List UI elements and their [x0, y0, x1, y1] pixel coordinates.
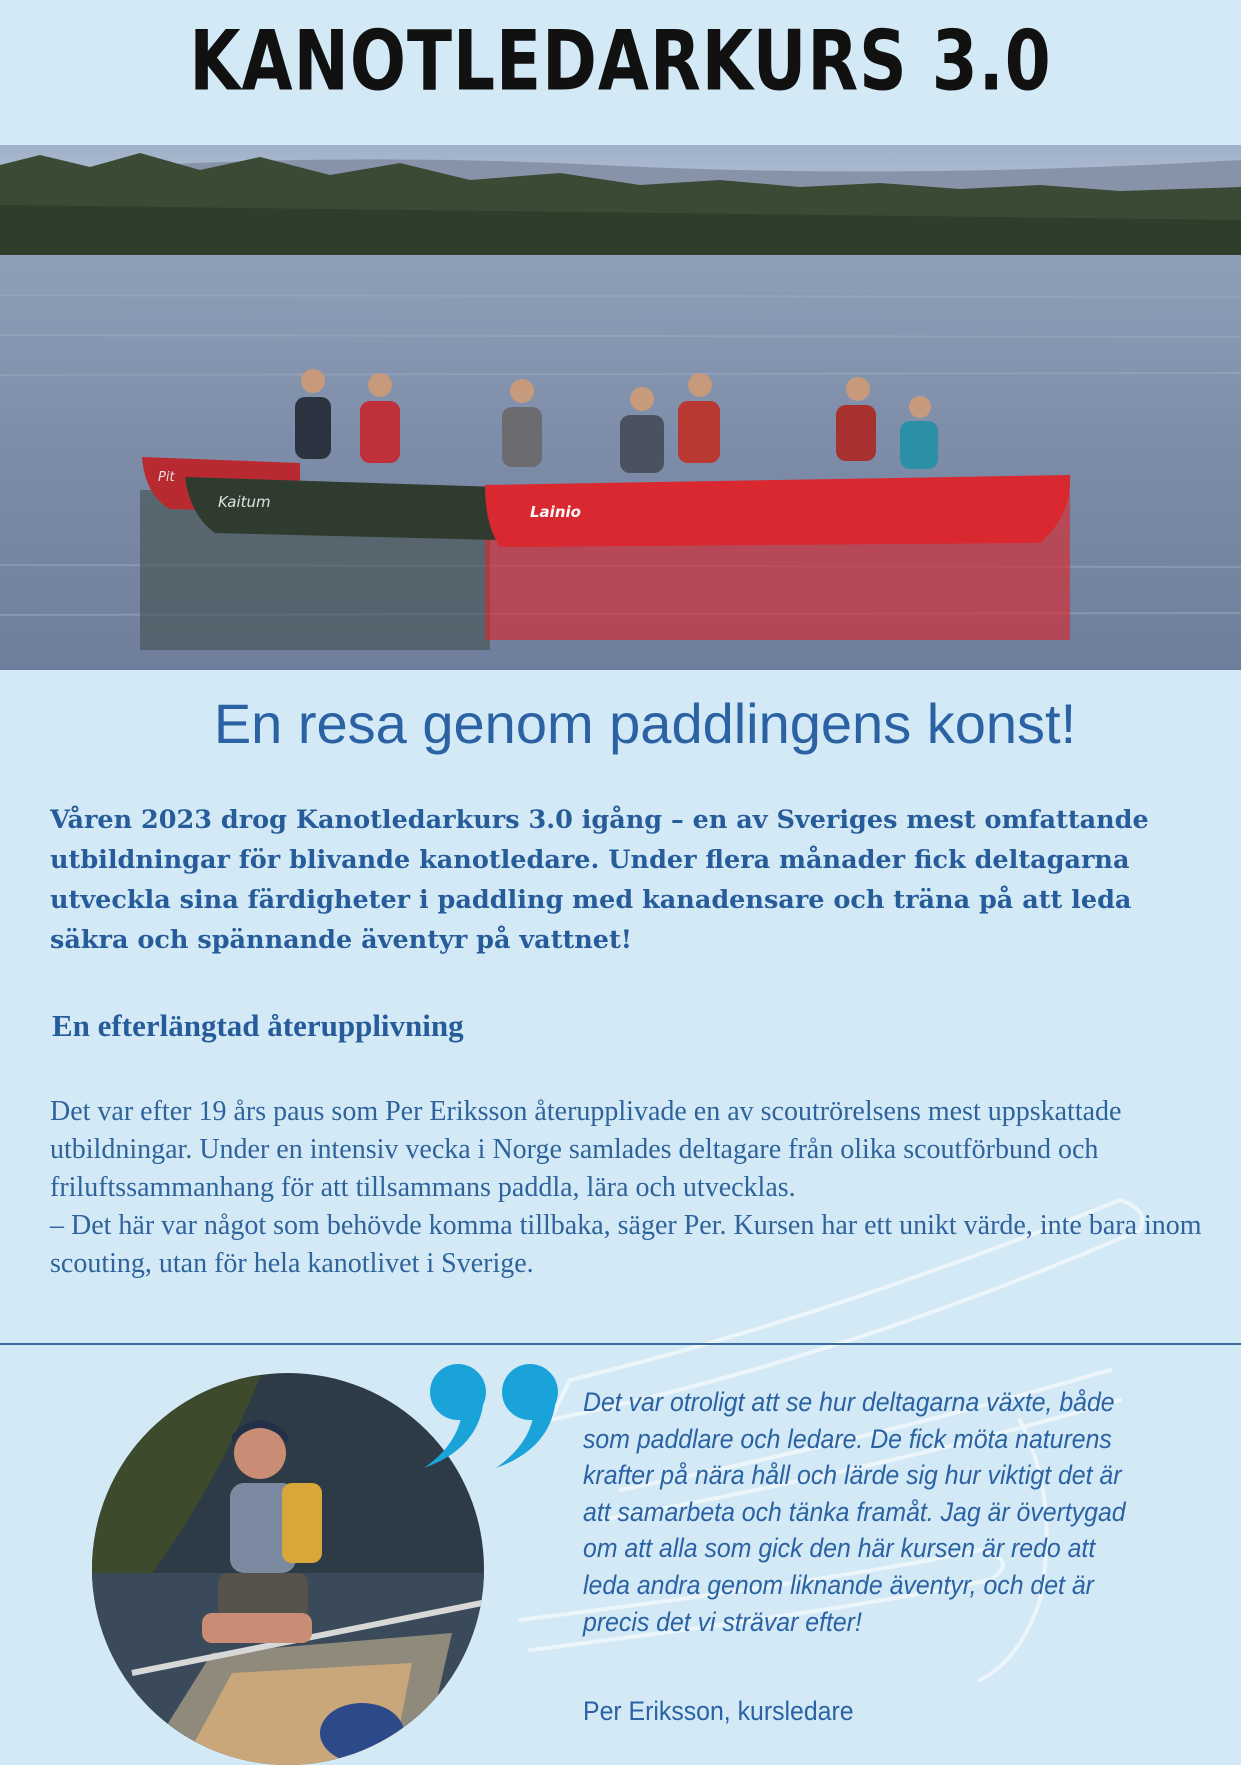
quote-attribution: Per Eriksson, kursledare [583, 1696, 854, 1726]
page-title: KANOTLEDARKURS 3.0 [189, 13, 1052, 110]
section-subheading: En efterlängtad återupplivning [52, 1008, 464, 1043]
section-divider [0, 1343, 1241, 1345]
lead-paragraph: Våren 2023 drog Kanotledarkurs 3.0 igång – en av Sveriges mest omfattande utbildningar för blivande kanotledare. Under flera månader fick deltagarna utveckla sina färdigheter i paddling med kanadensare och träna på att leda säkra och spännande äventyr på vattnet! [50, 805, 1149, 955]
body-paragraph-1: Det var efter 19 års paus som Per Eriksson återupplivade en av scoutrörelsens mest uppskattade utbildningar. Under en intensiv vecka i Norge samlades deltagare från olika scoutförbund och friluftssammanhang för att tillsammans paddla, lära och utvecklas. [50, 1096, 1122, 1203]
canoe-name-pit: Pit [158, 470, 175, 485]
canoe-name-lainio: Lainio [530, 503, 581, 521]
hero-photo [0, 145, 1241, 670]
body-text [50, 1093, 1210, 1283]
canoe-name-kaitum: Kaitum [218, 493, 271, 511]
pull-quote: Det var otroligt att se hur deltagarna växte, både som paddlare och ledare. De fick möta naturens krafter på nära håll och lärde sig hur viktigt det är att samarbeta och tänka framåt. Jag är övertygad om att alla som gick den här kursen är redo att leda andra genom liknande äventyr, och det är precis det vi strävar efter! [583, 1387, 1126, 1637]
article-headline: En resa genom paddlingens konst! [213, 692, 1077, 755]
quote-mark-icon [418, 1360, 568, 1470]
body-paragraph-2: – Det här var något som behövde komma tillbaka, säger Per. Kursen har ett unikt värde, inte bara inom scouting, utan för hela kanotlivet i Sverige. [50, 1210, 1202, 1279]
